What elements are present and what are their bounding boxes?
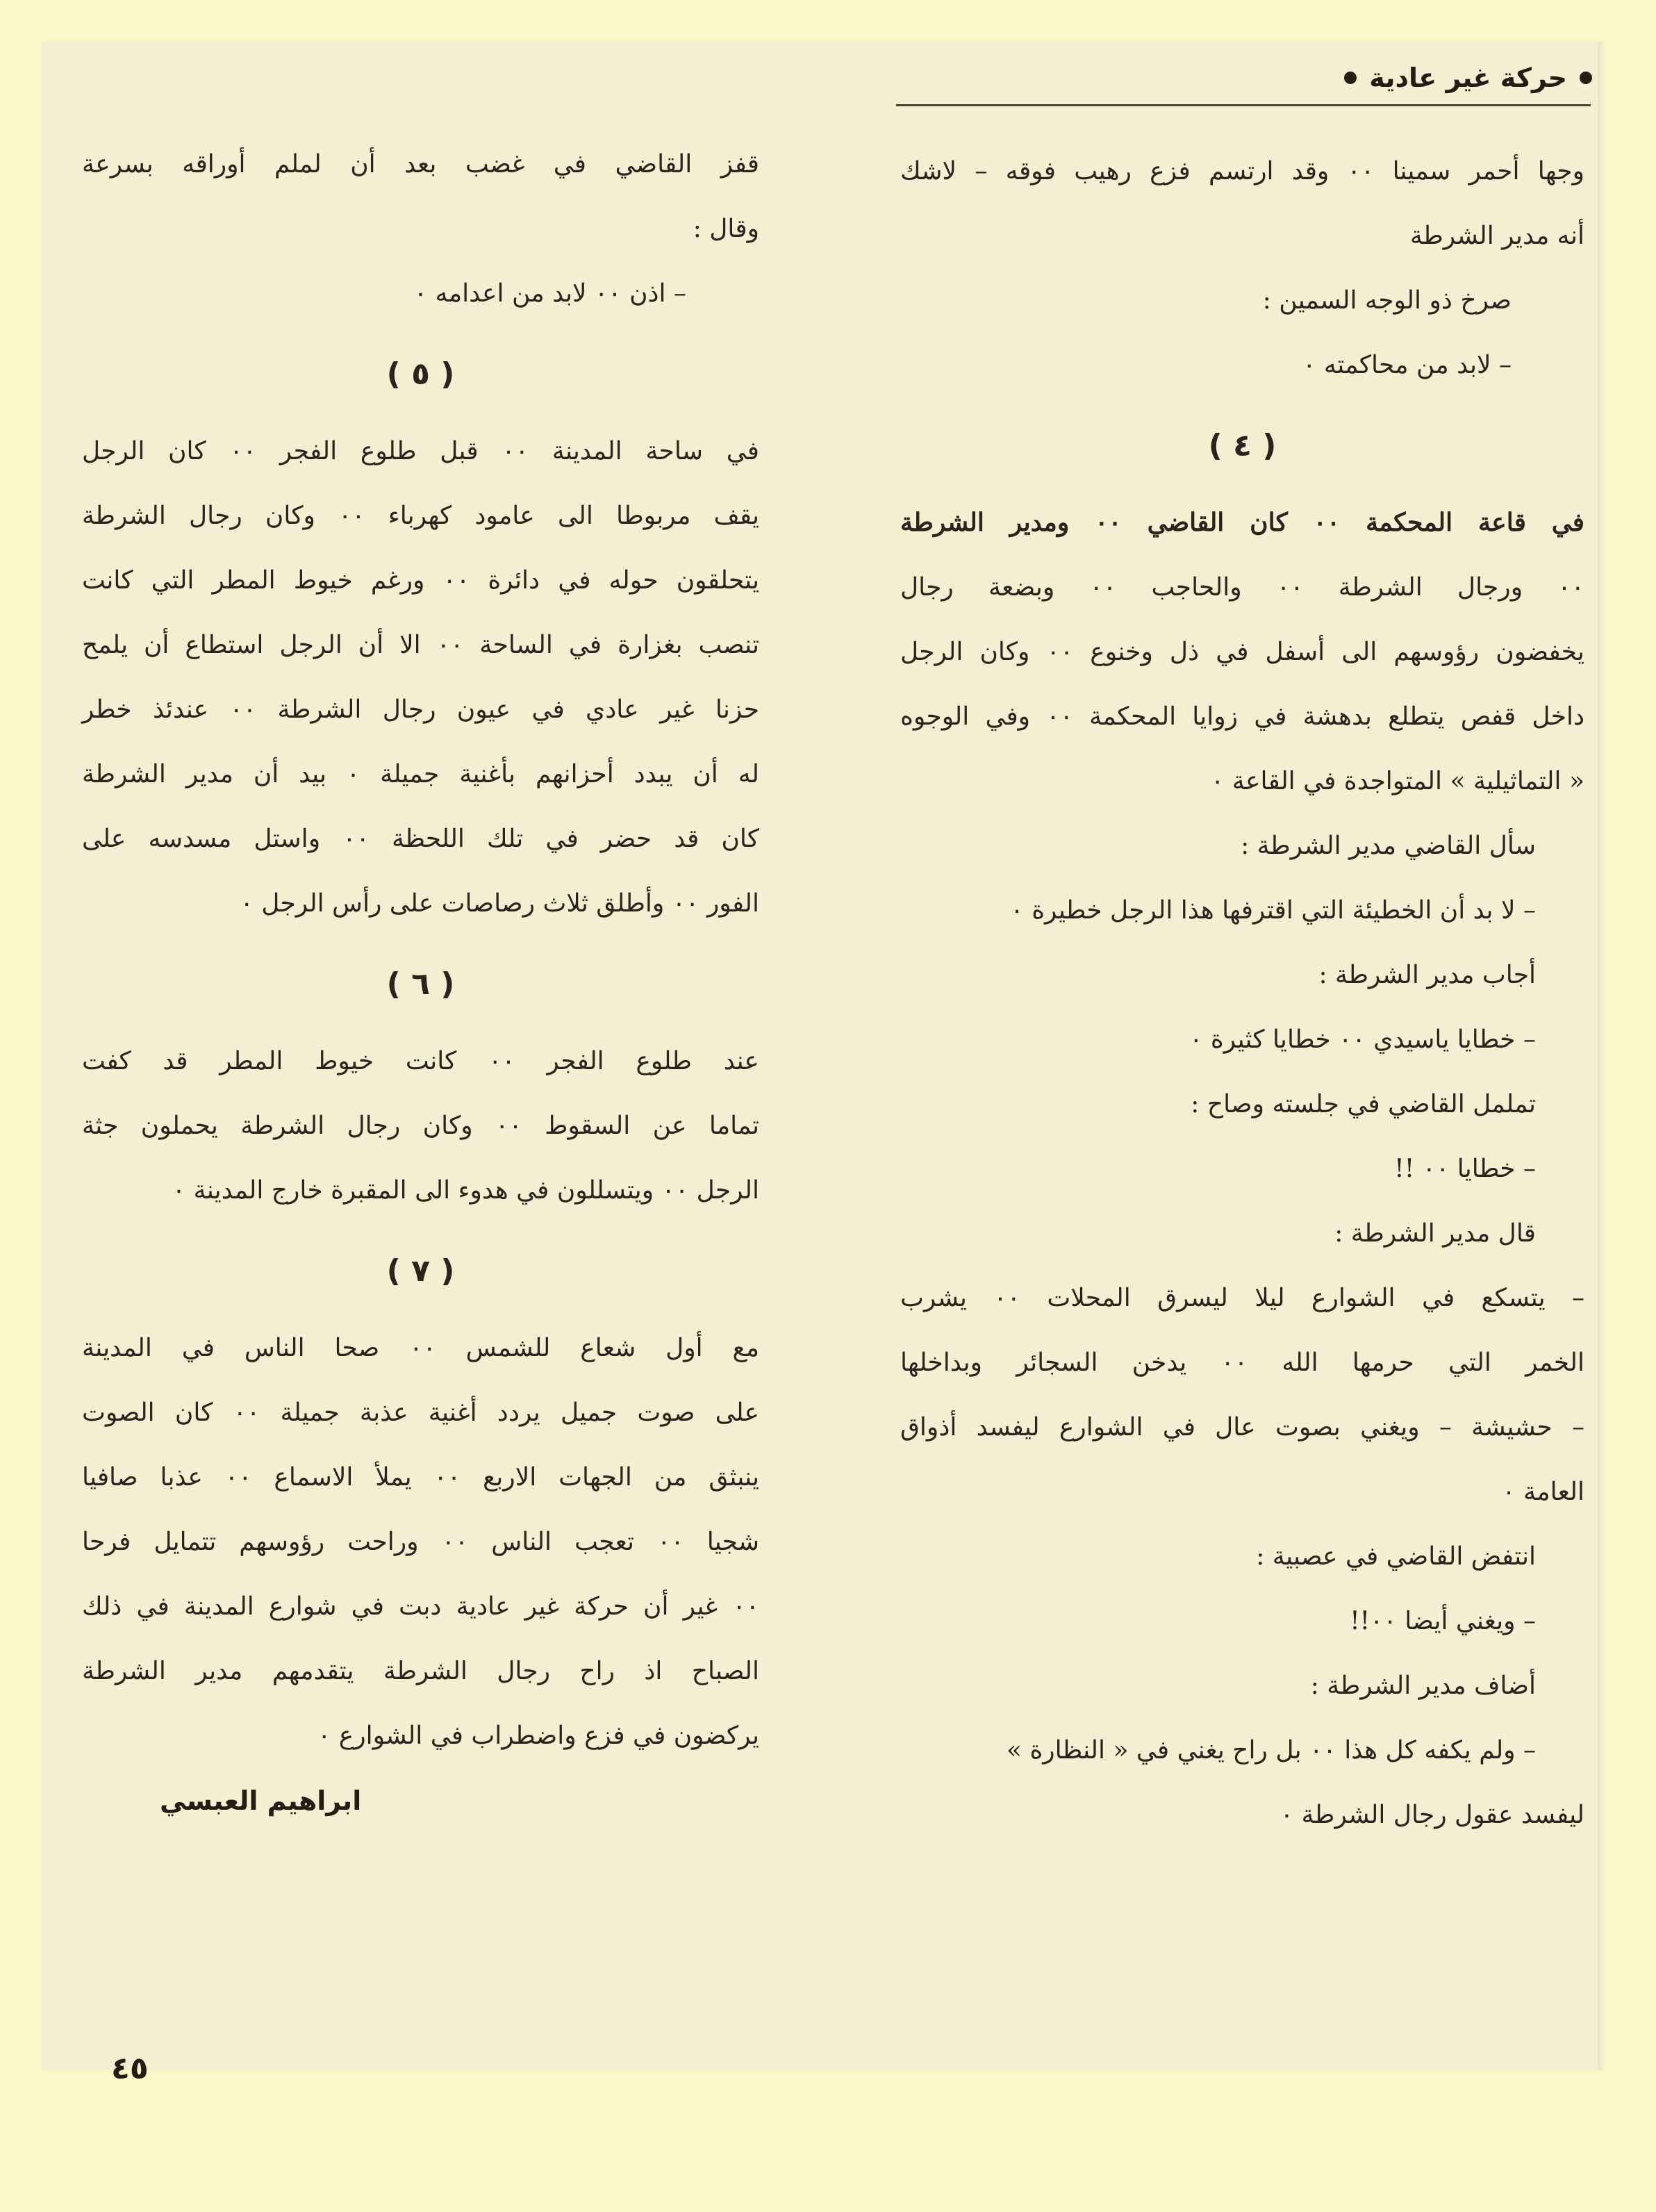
paragraph-line: قفز القاضي في غضب بعد أن لملم أوراقه بسرعة xyxy=(82,150,759,179)
paragraph-line: وقال : xyxy=(693,215,759,243)
paragraph-line: الصباح اذ راح رجال الشرطة يتقدمهم مدير الشرطة xyxy=(82,1657,759,1685)
paragraph-line: ٠٠ ورجال الشرطة ٠٠ والحاجب ٠٠ وبضعة رجال xyxy=(900,573,1584,602)
paragraph-line: تنصب بغزارة في الساحة ٠٠ الا أن الرجل استطاع أن يلمح xyxy=(82,631,760,659)
section-number-7: ( ٧ ) xyxy=(386,1253,455,1289)
paragraph-line: داخل قفص يتطلع بدهشة في زوايا المحكمة ٠٠ وفي الوجوه xyxy=(900,702,1584,731)
paragraph-line: قال مدير الشرطة : xyxy=(1334,1219,1536,1248)
paragraph-line: – لا بد أن الخطيئة التي اقترفها هذا الرجل خطيرة ٠ xyxy=(1010,896,1536,925)
paragraph-line: كان قد حضر في تلك اللحظة ٠٠ واستل مسدسه على xyxy=(82,825,759,853)
section-number-5: ( ٥ ) xyxy=(386,356,455,392)
paragraph-line: أضاف مدير الشرطة : xyxy=(1310,1672,1536,1700)
paragraph-line: الخمر التي حرمها الله ٠٠ يدخن السجائر وبداخلها xyxy=(900,1348,1584,1377)
paragraph-line: – حشيشة – ويغني بصوت عال في الشوارع ليفسد أذواق xyxy=(900,1413,1584,1442)
paragraph-line: ٠٠ غير أن حركة غير عادية دبت في شوارع المدينة في ذلك xyxy=(82,1592,759,1621)
section-number-4: ( ٤ ) xyxy=(1208,428,1277,463)
paragraph-line: الفور ٠٠ وأطلق ثلاث رصاصات على رأس الرجل ٠ xyxy=(240,889,759,918)
paragraph-line: حزنا غير عادي في عيون رجال الشرطة ٠٠ عندئذ خطر xyxy=(82,695,759,724)
paragraph-line: – ولم يكفه كل هذا ٠٠ بل راح يغني في « النظارة » xyxy=(1006,1736,1536,1765)
header-rule xyxy=(896,104,1591,106)
paragraph-line: « التماثيلية » المتواجدة في القاعة ٠ xyxy=(1210,767,1584,795)
paragraph-line: – خطايا ياسيدي ٠٠ خطايا كثيرة ٠ xyxy=(1189,1025,1536,1054)
page-header xyxy=(1344,63,1592,93)
paragraph-line: يخفضون رؤوسهم الى أسفل في ذل وخنوع ٠٠ وكان الرجل xyxy=(900,638,1585,666)
paragraph-line: العامة ٠ xyxy=(1502,1478,1584,1506)
paragraph-line: في قاعة المحكمة ٠٠ كان القاضي ٠٠ ومدير الشرطة xyxy=(900,508,1584,537)
paragraph-line: يتحلقون حوله في دائرة ٠٠ ورغم خيوط المطر التي كانت xyxy=(82,566,760,595)
paragraph-line: يقف مربوطا الى عامود كهرباء ٠٠ وكان رجال الشرطة xyxy=(82,502,759,530)
paragraph-line: – لابد من محاكمته ٠ xyxy=(1302,351,1512,379)
paragraph-line: وجها أحمر سمينا ٠٠ وقد ارتسم فزع رهيب فوقه – لاشك xyxy=(900,157,1585,185)
header-bullet-icon xyxy=(1344,72,1357,84)
paragraph-line: – خطايا ٠٠ !! xyxy=(1394,1155,1536,1183)
paragraph-line: تململ القاضي في جلسته وصاح : xyxy=(1191,1090,1536,1119)
paragraph-line: صرخ ذو الوجه السمين : xyxy=(1262,286,1512,315)
author-signature: ابراهيم العبسي xyxy=(160,1785,362,1816)
paragraph-line: يركضون في فزع واضطراب في الشوارع ٠ xyxy=(317,1722,759,1750)
paragraph-line: الرجل ٠٠ ويتسللون في هدوء الى المقبرة خارج المدينة ٠ xyxy=(172,1176,759,1205)
paragraph-line: أنه مدير الشرطة xyxy=(1409,222,1584,250)
paragraph-line: ينبثق من الجهات الاربع ٠٠ يملأ الاسماع ٠٠ عذبا صافيا xyxy=(82,1463,759,1492)
paragraph-line: – يتسكع في الشوارع ليلا ليسرق المحلات ٠٠ يشرب xyxy=(900,1284,1584,1312)
paragraph-line: شجيا ٠٠ تعجب الناس ٠٠ وراحت رؤوسهم تتمايل فرحا xyxy=(82,1528,759,1556)
paragraph-line: عند طلوع الفجر ٠٠ كانت خيوط المطر قد كفت xyxy=(82,1047,759,1075)
paragraph-line: أجاب مدير الشرطة : xyxy=(1318,961,1536,989)
paragraph-line: في ساحة المدينة ٠٠ قبل طلوع الفجر ٠٠ كان الرجل xyxy=(82,437,759,465)
paragraph-line: مع أول شعاع للشمس ٠٠ صحا الناس في المدينة xyxy=(82,1334,759,1362)
left-column xyxy=(82,132,759,1768)
right-column xyxy=(900,139,1584,1847)
paragraph-line: سأل القاضي مدير الشرطة : xyxy=(1241,832,1536,860)
page-number: ٤٥ xyxy=(111,2051,149,2086)
header-bullet-icon xyxy=(1580,72,1592,84)
paragraph-line: على صوت جميل يردد أغنية عذبة جميلة ٠٠ كان الصوت xyxy=(82,1398,759,1427)
page-fold-shadow xyxy=(1598,42,1605,2070)
paragraph-line: ليفسد عقول رجال الشرطة ٠ xyxy=(1280,1801,1584,1829)
paragraph-line: له أن يبدد أحزانهم بأغنية جميلة ٠ بيد أن مدير الشرطة xyxy=(82,760,759,789)
paragraph-line: – ويغني أيضا ٠٠!! xyxy=(1350,1607,1536,1635)
paragraph-line: – اذن ٠٠ لابد من اعدامه ٠ xyxy=(413,279,686,308)
paragraph-line: تماما عن السقوط ٠٠ وكان رجال الشرطة يحملون جثة xyxy=(82,1112,759,1140)
paragraph-line: انتفض القاضي في عصبية : xyxy=(1256,1542,1536,1571)
header-title: حركة غير عادية xyxy=(1369,63,1567,93)
section-number-6: ( ٦ ) xyxy=(386,966,455,1002)
